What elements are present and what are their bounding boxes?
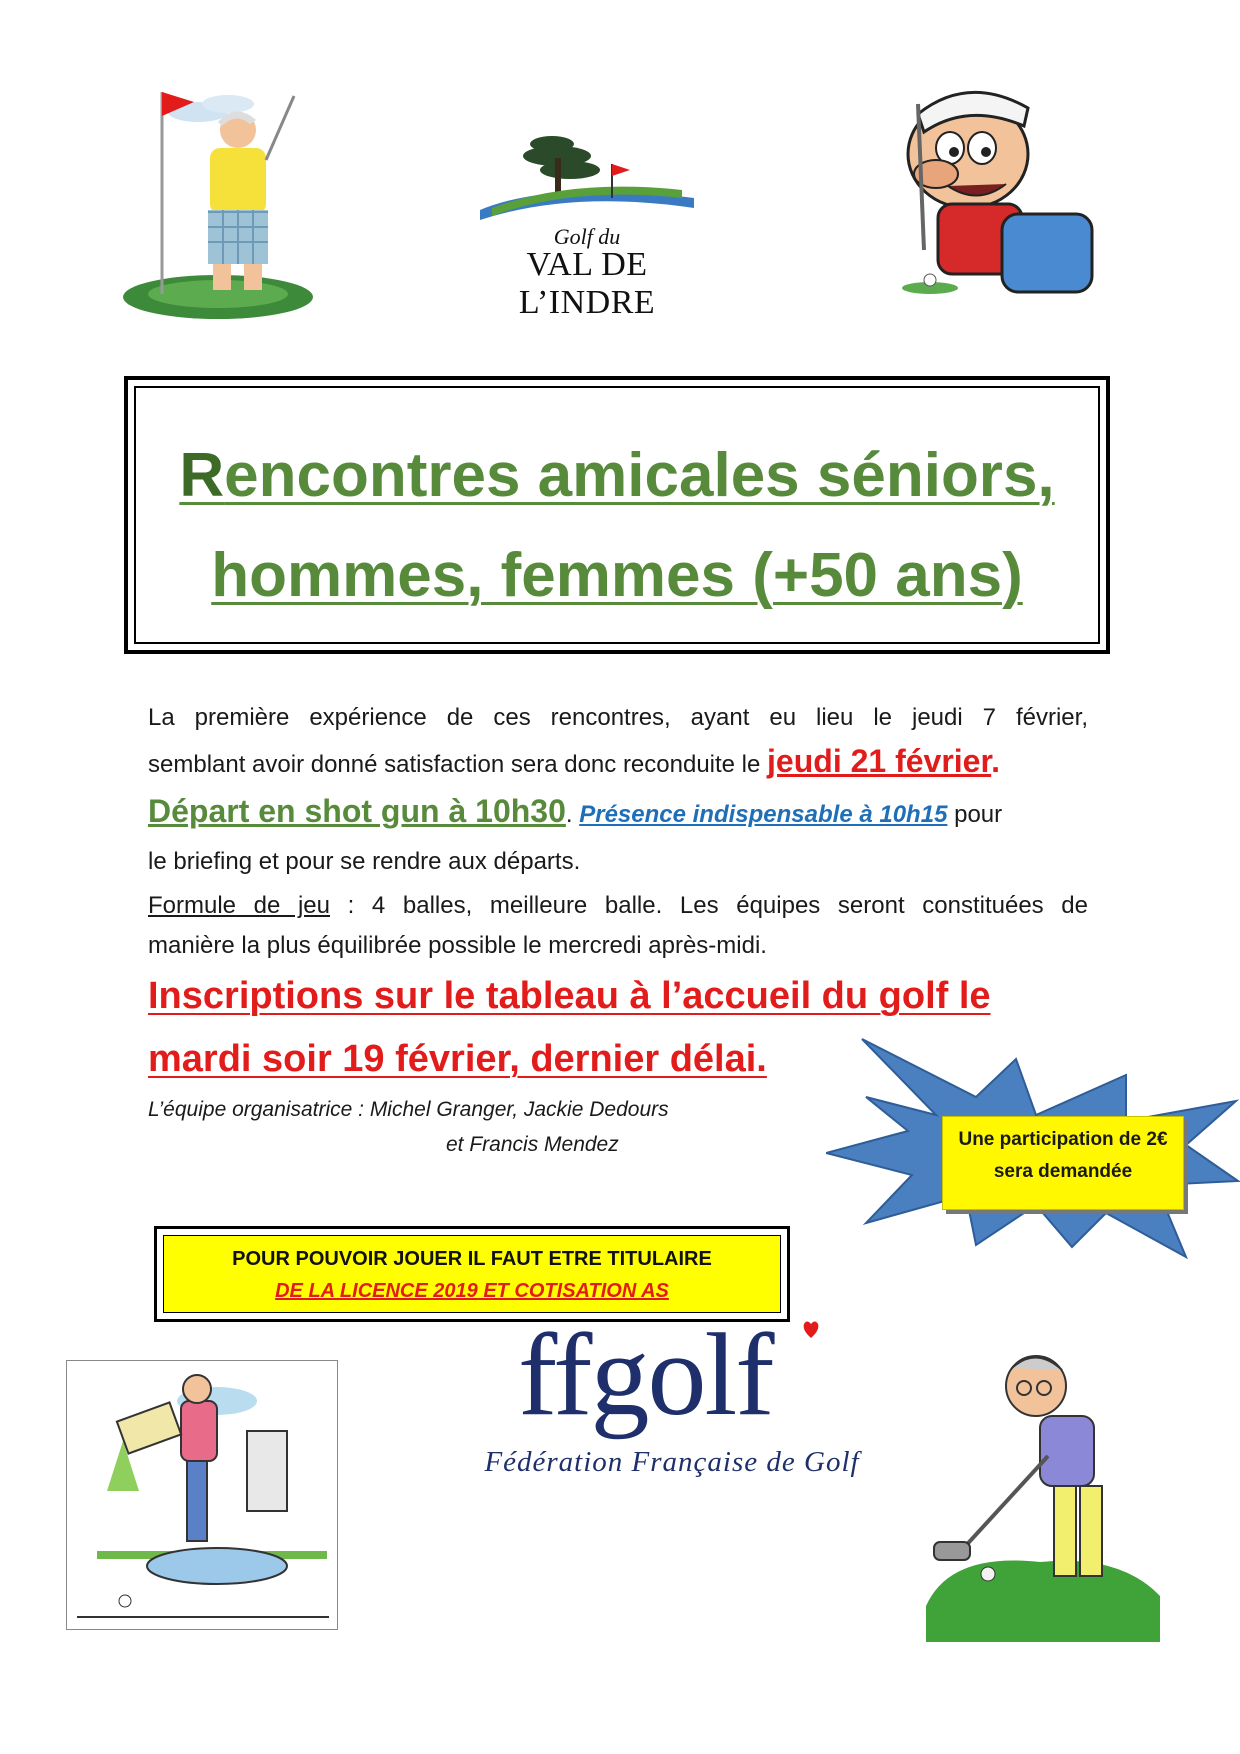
- event-date-period: .: [991, 743, 1001, 779]
- title-box: [124, 376, 1110, 654]
- paragraph-2-line-1: [148, 795, 1088, 831]
- paragraph-2-line-2: le briefing et pour se rendre aux départs.: [148, 848, 581, 875]
- paragraph-2-suffix: pour: [947, 801, 1003, 828]
- participation-fee-box: [942, 1116, 1184, 1210]
- senior-golfer-putting-illustration: [920, 1346, 1164, 1642]
- organizers-line-2: et Francis Mendez: [446, 1133, 619, 1156]
- registration-line-1: Inscriptions sur le tableau à l’accueil du golf le: [148, 975, 991, 1017]
- ffgolf-wordmark: ffgolf: [518, 1309, 773, 1440]
- title-box-inner-border: [134, 386, 1100, 644]
- registration-line-2: mardi soir 19 février, dernier délai.: [148, 1038, 767, 1080]
- ffgolf-subtitle: Fédération Française de Golf: [484, 1446, 860, 1478]
- paragraph-1-line-2-text: semblant avoir donné satisfaction sera donc reconduite le: [148, 751, 768, 778]
- game-format-text: : 4 balles, meilleure balle. Les équipes seront constituées de: [330, 892, 1088, 919]
- participation-fee-line-2: sera demandée: [993, 1161, 1133, 1182]
- presence-required-time: Présence indispensable à 10h15: [579, 801, 948, 828]
- title-line-2: hommes, femmes (+50 ans): [211, 541, 1023, 610]
- golfer-yellow-shirt-illustration: [118, 82, 318, 332]
- paragraph-3-line-1: [148, 890, 1088, 922]
- golfers-comic-illustration: [66, 1360, 338, 1630]
- title-line-1-rest: encontres amicales séniors,: [224, 441, 1055, 510]
- golf-val-de-lindre-logo: [462, 128, 712, 321]
- golfer-red-shirt-illustration: [878, 74, 1118, 320]
- licence-requirement-box: [154, 1226, 790, 1322]
- paragraph-3-line-2: manière la plus équilibrée possible le mercredi après-midi.: [148, 932, 767, 959]
- title-line-1: [136, 440, 1098, 511]
- licence-line-1: POUR POUVOIR JOUER IL FAUT ETRE TITULAIRE: [232, 1248, 712, 1270]
- ffgolf-rooster-icon: [800, 1318, 822, 1340]
- paragraph-1-line-2: [148, 745, 1088, 781]
- licence-requirement-inner: [163, 1235, 781, 1313]
- event-date: jeudi 21 février: [767, 743, 992, 779]
- organizers-line-1: L’équipe organisatrice : Michel Granger, Jackie Dedours: [148, 1098, 669, 1121]
- logo-line-val-de-lindre: VAL DE L’INDRE: [518, 246, 656, 321]
- shotgun-start-time: Départ en shot gun à 10h30: [148, 793, 566, 829]
- logo-line-golf-du: Golf du: [553, 224, 621, 249]
- game-format-label: Formule de jeu: [148, 892, 330, 919]
- title-initial-letter: R: [179, 441, 225, 510]
- participation-fee-line-1: Une participation de 2€: [958, 1129, 1168, 1150]
- paragraph-2-separator: .: [565, 801, 580, 828]
- paragraph-1-line-1: La première expérience de ces rencontres, ayant eu lieu le jeudi 7 février,: [148, 704, 1088, 731]
- licence-line-2: DE LA LICENCE 2019 ET COTISATION AS: [275, 1280, 669, 1302]
